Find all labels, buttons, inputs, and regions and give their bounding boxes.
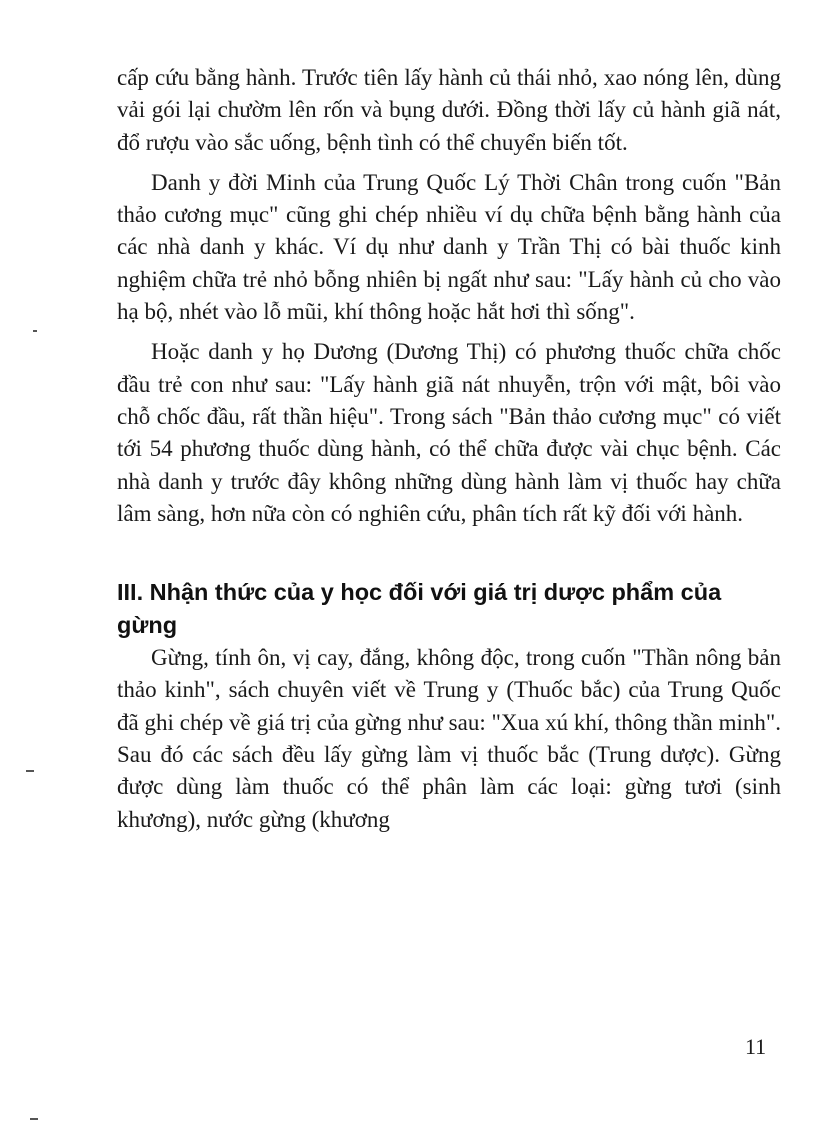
paragraph-4: Gừng, tính ôn, vị cay, đắng, không độc, trong cuốn "Thần nông bản thảo kinh", sách chuyên viết về Trung y (Thuốc bắc) của Trung Quốc đã ghi chép về giá trị của gừng như sau: "Xua xú khí, thông thần minh". Sau đó các sách đều lấy gừng làm vị thuốc bắc (Trung dược). Gừng được dùng làm thuốc có thể phân làm các loại: gừng tươi (sinh khương), nước gừng (khương (117, 645, 781, 832)
page-number: 11 (745, 1034, 767, 1059)
scan-speck (33, 330, 37, 332)
paragraph-3: Hoặc danh y họ Dương (Dương Thị) có phương thuốc chữa chốc đầu trẻ con như sau: "Lấy hành giã nát nhuyễn, trộn với mật, bôi vào chỗ chốc đầu, rất thần hiệu". Trong sách "Bản thảo cương mục" có viết tới 54 phương thuốc dùng hành, có thể chữa được vài chục bệnh. Các nhà danh y trước đây không những dùng hành làm vị thuốc hay chữa lâm sàng, hơn nữa còn có nghiên cứu, phân tích rất kỹ đối với hành. (117, 339, 781, 526)
paragraph-1: cấp cứu bằng hành. Trước tiên lấy hành củ thái nhỏ, xao nóng lên, dùng vải gói lại chườm lên rốn và bụng dưới. Đồng thời lấy củ hành giã nát, đổ rượu vào sắc uống, bệnh tình có thể chuyển biến tốt. (117, 65, 781, 155)
section-heading: III. Nhận thức của y học đối với giá trị dược phẩm của gừng (117, 579, 722, 639)
scan-speck (26, 770, 34, 772)
page-body (117, 62, 781, 836)
paragraph-2: Danh y đời Minh của Trung Quốc Lý Thời Chân trong cuốn "Bản thảo cương mục" cũng ghi chép nhiều ví dụ chữa bệnh bằng hành của các nhà danh y khác. Ví dụ như danh y Trần Thị có bài thuốc kinh nghiệm chữa trẻ nhỏ bỗng nhiên bị ngất như sau: "Lấy hành củ cho vào hạ bộ, nhét vào lỗ mũi, khí thông hoặc hắt hơi thì sống". (117, 169, 781, 325)
scan-speck (30, 1118, 38, 1120)
